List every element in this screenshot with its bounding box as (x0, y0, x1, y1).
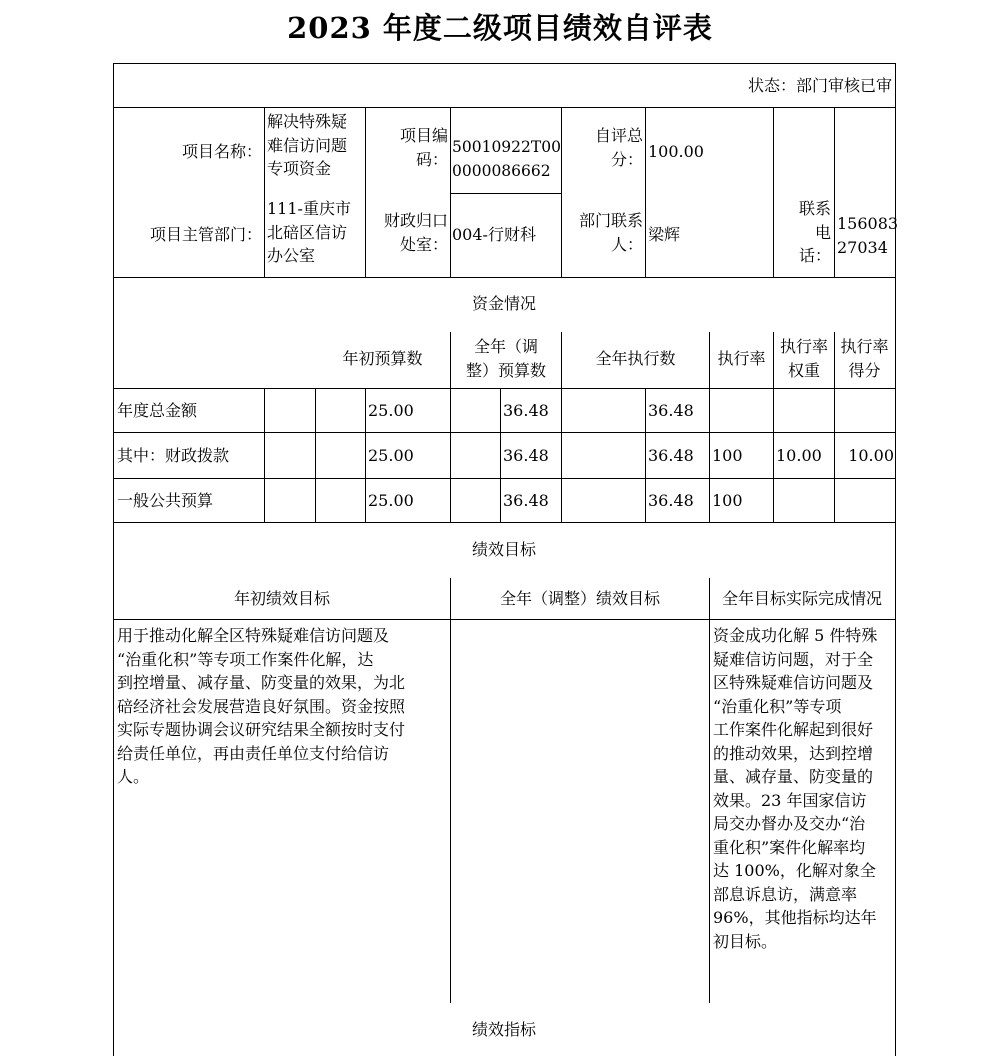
initial-goal-text: 用于推动化解全区特殊疑难信访问题及 “治重化积”等专项工作案件化解，达 到控增量、减存量、防变量的效果，为北 碚经济社会发展营造良好氛围。资金按照 实际专题协调会议研究结果全额按时支付 给责任单位，再由责任单位支付给信访 人。 (117, 626, 406, 786)
header-score: 执行率 得分 (840, 337, 889, 380)
actual-completion-text: 资金成功化解 5 件特殊 疑难信访问题，对于全 区特殊疑难信访问题及 “治重化积”等专项 工作案件化解起到很好 的推动效果，达到控增 量、减存量、防变量的 效果。23 年国家信访 局交办督办及交办“治 重化积”案件化解率均 达 100%，化解对象全 部息诉息访，满意率 96%，其他指标均达年 初目标。 (713, 626, 878, 951)
contact-label: 部门联系 人： (578, 211, 643, 254)
grid-line (645, 389, 646, 523)
goals-col-adjusted: 全年（调整）绩效目标 (499, 589, 660, 608)
goals-section-title: 绩效目标 (471, 540, 536, 559)
row-label: 一般公共预算 (117, 491, 214, 510)
goals-col-actual: 全年目标实际完成情况 (721, 589, 882, 608)
row-executed: 36.48 (648, 401, 694, 420)
row-rate: 100 (712, 491, 743, 510)
grid-line (113, 432, 895, 433)
finance-office-label: 财政归口 处室： (383, 211, 448, 254)
grid-line (834, 108, 835, 277)
header-adjusted-budget: 全年（调 整）预算数 (465, 337, 546, 380)
indicators-section-title: 绩效指标 (471, 1020, 536, 1039)
row-label: 年度总金额 (117, 401, 198, 420)
row-rate: 100 (712, 446, 743, 465)
header-rate: 执行率 (717, 349, 766, 368)
row-adjusted: 36.48 (503, 446, 549, 465)
grid-line (365, 389, 366, 523)
row-initial: 25.00 (368, 491, 414, 510)
dept-value: 111-重庆市 北碚区信访 办公室 (267, 199, 351, 265)
row-initial: 25.00 (368, 446, 414, 465)
row-executed: 36.48 (648, 446, 694, 465)
finance-office-value: 004-行财科 (452, 225, 536, 244)
grid-line (450, 578, 451, 1003)
status-label: 状态：部门审核已审 (747, 76, 892, 95)
self-score-label: 自评总 分： (594, 126, 643, 169)
contact-value: 梁辉 (648, 225, 681, 244)
grid-line (113, 478, 895, 479)
page-title: 2023 年度二级项目绩效自评表 (287, 11, 713, 45)
grid-line (113, 388, 895, 389)
header-initial-budget: 年初预算数 (342, 349, 423, 368)
header-weight: 执行率 权重 (779, 337, 828, 380)
grid-line (500, 389, 501, 523)
row-adjusted: 36.48 (503, 491, 549, 510)
grid-line (113, 107, 895, 108)
grid-line (315, 389, 316, 523)
grid-line (264, 389, 265, 523)
grid-line (645, 108, 646, 277)
row-score: 10.00 (848, 446, 894, 465)
project-code-value: 50010922T00 0000086662 (452, 138, 561, 180)
grid-line (773, 108, 774, 277)
row-adjusted: 36.48 (503, 401, 549, 420)
grid-line (709, 578, 710, 1003)
phone-label: 联系 电 话： (798, 199, 831, 265)
project-code-label: 项目编 码： (399, 126, 448, 169)
funds-section-title: 资金情况 (471, 294, 536, 313)
row-initial: 25.00 (368, 401, 414, 420)
grid-line (113, 619, 895, 620)
grid-line (264, 108, 265, 277)
phone-value: 156083 27034 (837, 214, 899, 257)
project-name-value: 解决特殊疑 难信访问题 专项资金 (267, 112, 348, 178)
row-label: 其中：财政拨款 (117, 446, 230, 465)
project-name-label: 项目名称： (181, 142, 262, 161)
goals-col-initial: 年初绩效目标 (233, 589, 330, 608)
dept-label: 项目主管部门： (149, 225, 262, 244)
grid-line (113, 277, 895, 278)
grid-line (450, 193, 561, 194)
grid-line (113, 522, 895, 523)
self-score-value: 100.00 (648, 142, 704, 161)
row-executed: 36.48 (648, 491, 694, 510)
row-weight: 10.00 (776, 446, 822, 465)
header-executed: 全年执行数 (595, 349, 676, 368)
